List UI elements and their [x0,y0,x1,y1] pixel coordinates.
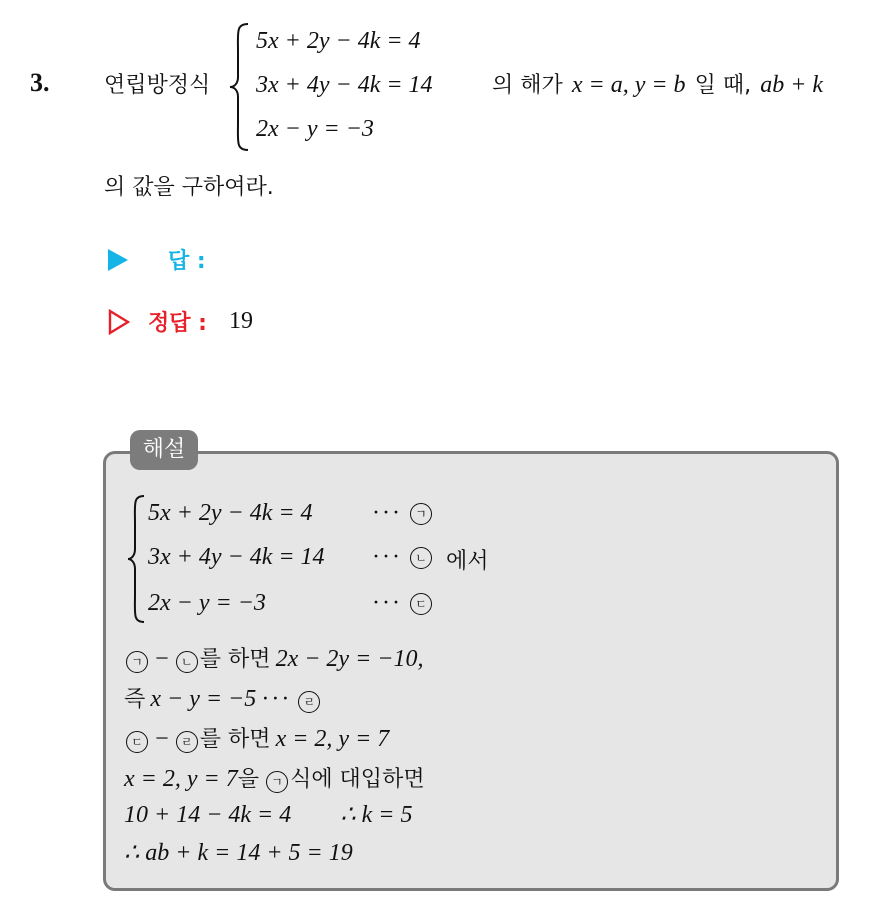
ellipsis: ··· [372,500,402,526]
circled-mark-1: ㄱ [410,503,432,525]
ellipsis: ··· [372,590,402,616]
step-text: 식에 대입하면 [290,767,425,792]
equation-tag-3 [372,590,434,617]
equation-tag-1 [372,500,434,527]
problem-number: 3. [30,68,50,97]
circled-mark-2: ㄴ [176,651,198,673]
problem-condition [488,68,823,99]
ellipsis: ··· [372,544,402,570]
step-text: 을 [237,767,259,792]
solution-equation-3: 2x − y = −3 [148,590,266,616]
condition-math-2: ab + k [760,72,824,98]
solution-step-4 [124,762,425,793]
step-math: 2x − 2y = −10, [275,646,424,672]
problem-equation-1: 5x + 2y − 4k = 4 [256,28,421,54]
left-brace-icon [126,494,148,624]
circled-mark-2: ㄴ [410,547,432,569]
minus-sign: − [155,646,169,672]
solution-step-2 [124,682,322,713]
answer-row [108,244,206,275]
step-math: ∴ k = 5 [340,802,413,828]
circled-mark-3: ㄷ [126,731,148,753]
play-arrow-icon [108,249,128,271]
step-text: 즉 [124,687,146,712]
circled-mark-4: ㄹ [176,731,198,753]
circled-mark-4: ㄹ [298,691,320,713]
circled-mark-1: ㄱ [126,651,148,673]
condition-math-1: x = a, y = b [571,72,686,98]
step-math: ∴ ab + k = 14 + 5 = 19 [124,840,353,866]
correct-answer-row [108,306,253,337]
minus-sign: − [155,726,169,752]
ellipsis: ··· [261,686,292,712]
outline-arrow-icon [108,309,130,335]
condition-text-2: 일 때, [694,73,752,98]
correct-answer-value: 19 [228,308,253,334]
solution-step-6 [124,838,353,867]
circled-mark-3: ㄷ [410,593,432,615]
left-brace-icon [228,22,252,152]
step-text: 를 하면 [199,727,271,752]
explanation-tag: 해설 [130,430,198,470]
step-math: 10 + 14 − 4k = 4 [124,802,292,828]
circled-mark-1: ㄱ [266,771,288,793]
condition-text-1: 의 해가 [492,73,563,98]
solution-step-5 [124,800,412,829]
solution-step-3 [124,722,389,753]
solution-step-1 [124,642,423,673]
problem-question-text: 의 값을 구하여라. [104,175,274,200]
answer-label: 답 : [168,249,206,274]
step-math: x − y = −5 [150,686,257,712]
equation-tag-2 [372,544,434,571]
eseo-text: 에서 [446,549,489,574]
step-math: x = 2, y = 7 [275,726,390,752]
step-math: x = 2, y = 7 [124,766,238,792]
problem-equation-3: 2x − y = −3 [256,116,374,142]
solution-equation-1: 5x + 2y − 4k = 4 [148,500,313,526]
solution-equation-2: 3x + 4y − 4k = 14 [148,544,325,570]
step-text: 를 하면 [199,647,271,672]
problem-equation-2: 3x + 4y − 4k = 14 [256,72,433,98]
problem-lead-text: 연립방정식 [104,73,211,98]
correct-answer-label: 정답 : [148,311,207,336]
